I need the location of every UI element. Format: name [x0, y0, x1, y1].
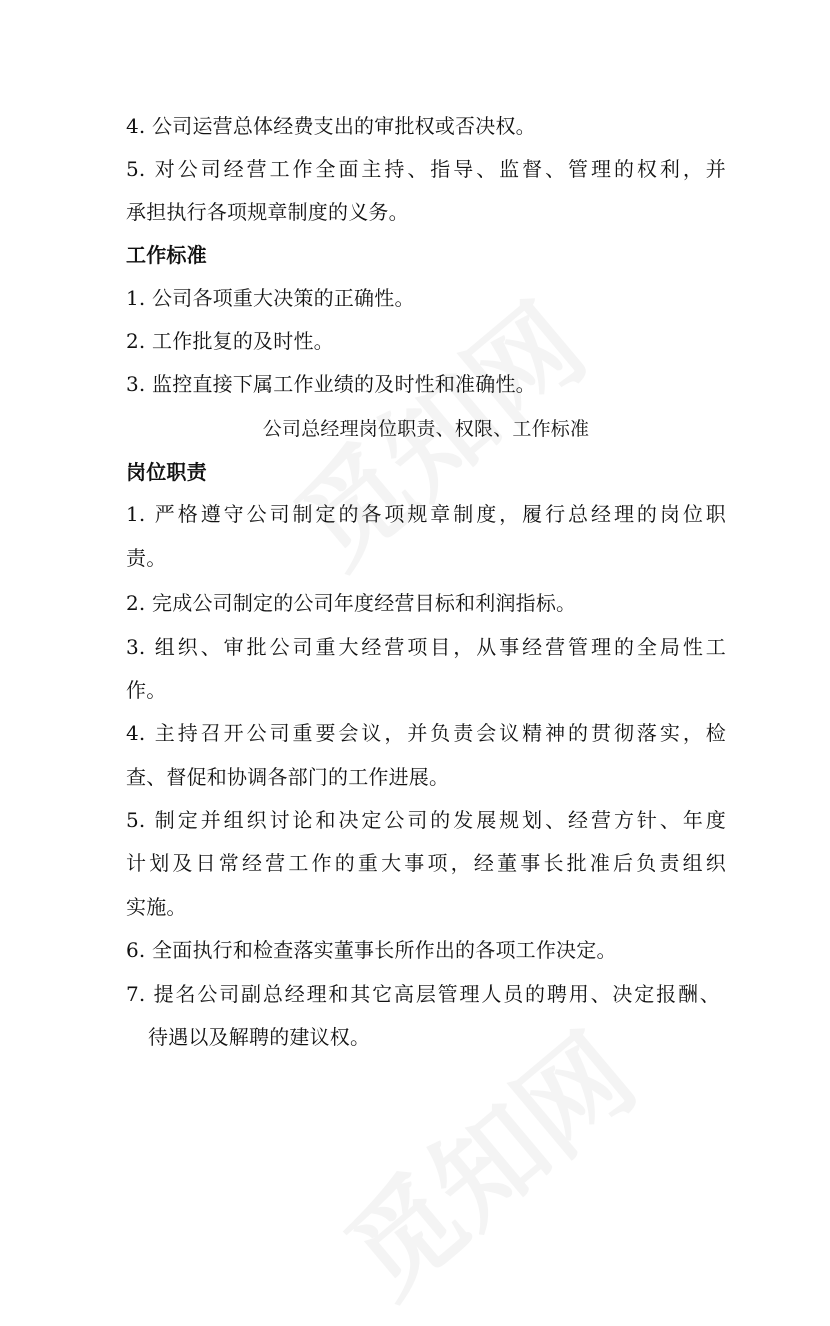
text-line: 作。: [126, 678, 167, 702]
text-line: 2. 工作批复的及时性。: [126, 329, 334, 353]
text-line: 承担执行各项规章制度的义务。: [126, 200, 409, 224]
text-line: 1. 公司各项重大决策的正确性。: [126, 286, 415, 310]
text-line: 3. 组织、审批公司重大经营项目，从事经营管理的全局性工: [126, 635, 726, 659]
text-line: 2. 完成公司制定的公司年度经营目标和利润指标。: [126, 591, 577, 615]
text-line: 1. 严格遵守公司制定的各项规章制度，履行总经理的岗位职: [126, 502, 726, 526]
text-line: 5. 制定并组织讨论和决定公司的发展规划、经营方针、年度: [126, 808, 726, 832]
section-heading-work-standard: 工作标准: [126, 243, 207, 267]
text-line: 4. 主持召开公司重要会议，并负责会议精神的贯彻落实，检: [126, 721, 726, 745]
text-line: 实施。: [126, 895, 187, 919]
text-line: 6. 全面执行和检查落实董事长所作出的各项工作决定。: [126, 938, 617, 962]
text-line: 责。: [126, 546, 167, 570]
text-line: 查、督促和协调各部门的工作进展。: [126, 765, 450, 789]
text-line: 3. 监控直接下属工作业绩的及时性和准确性。: [126, 372, 536, 396]
text-line: 4. 公司运营总体经费支出的审批权或否决权。: [126, 114, 536, 138]
text-line: 5. 对公司经营工作全面主持、指导、监督、管理的权利，并: [126, 157, 726, 181]
section-heading-duties: 岗位职责: [126, 460, 207, 484]
text-line: 计划及日常经营工作的重大事项，经董事长批准后负责组织: [126, 851, 726, 875]
text-line: 待遇以及解聘的建议权。: [148, 1025, 371, 1049]
text-line: 7. 提名公司副总经理和其它高层管理人员的聘用、决定报酬、: [126, 982, 720, 1006]
document-title: 公司总经理岗位职责、权限、工作标准: [262, 418, 590, 440]
